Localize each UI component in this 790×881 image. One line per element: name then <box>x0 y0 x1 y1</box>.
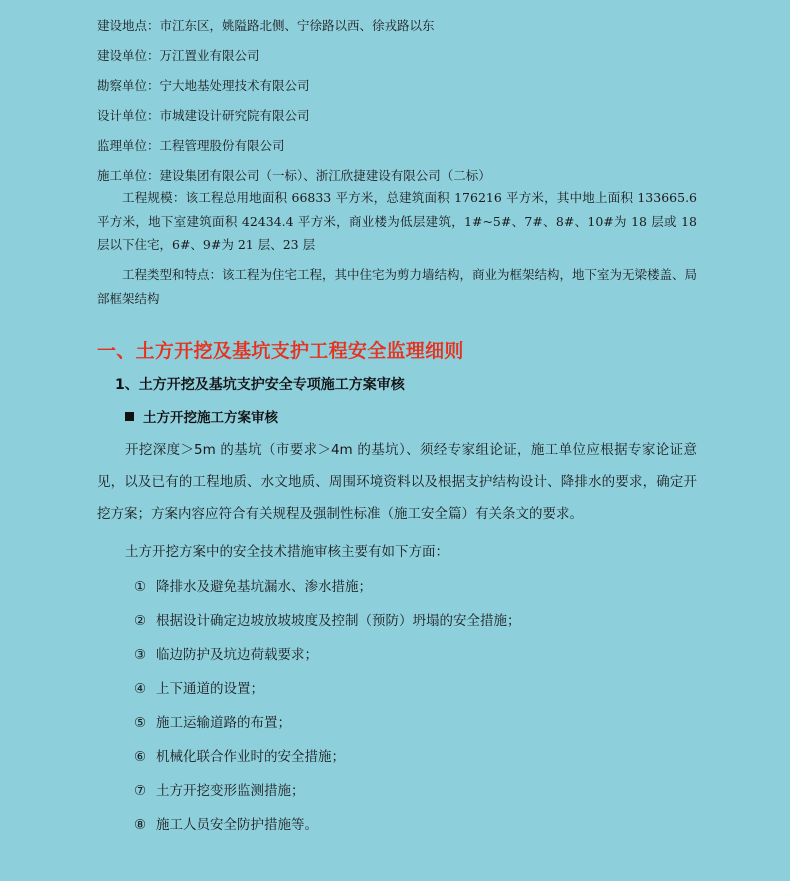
measure-item <box>134 779 305 799</box>
info-supervision: 监理单位：工程管理股份有限公司 <box>97 138 285 153</box>
subsection-heading-text: 土方开挖施工方案审核 <box>143 410 278 426</box>
measure-text: 降排水及避免基坑漏水、渗水措施； <box>156 579 372 595</box>
measure-text: 上下通道的设置； <box>156 681 264 697</box>
measure-text: 临边防护及坑边荷载要求； <box>156 647 318 663</box>
measure-number: ② <box>134 613 147 629</box>
info-design: 设计单位：市城建设计研究院有限公司 <box>97 108 310 123</box>
measure-text: 根据设计确定边坡放坡坡度及控制（预防）坍塌的安全措施； <box>156 613 521 629</box>
section-title: 一、土方开挖及基坑支护工程安全监理细则 <box>97 340 464 362</box>
measure-number: ⑥ <box>134 749 147 765</box>
measure-text: 机械化联合作业时的安全措施； <box>156 749 345 765</box>
measure-text: 土方开挖变形监测措施； <box>156 783 305 799</box>
square-bullet-icon <box>125 412 134 421</box>
section-subtitle: 1、土方开挖及基坑支护安全专项施工方案审核 <box>115 377 405 393</box>
measure-item <box>134 711 291 731</box>
measures-intro: 土方开挖方案中的安全技术措施审核主要有如下方面： <box>125 544 449 560</box>
info-builder: 建设单位：万江置业有限公司 <box>97 48 260 63</box>
measure-number: ⑦ <box>134 783 147 799</box>
measure-number: ⑧ <box>134 817 147 833</box>
measure-item <box>134 643 318 663</box>
measure-item <box>134 609 521 629</box>
measure-text: 施工运输道路的布置； <box>156 715 291 731</box>
subsection-heading <box>125 406 278 426</box>
measure-text: 施工人员安全防护措施等。 <box>156 817 318 833</box>
info-construction: 施工单位：建设集团有限公司（一标）、浙江欣捷建设有限公司（二标） <box>97 168 491 183</box>
measure-item <box>134 813 318 833</box>
measure-number: ③ <box>134 647 147 663</box>
measure-number: ① <box>134 579 147 595</box>
measure-item <box>134 575 372 595</box>
measure-number: ④ <box>134 681 147 697</box>
info-survey: 勘察单位：宁大地基处理技术有限公司 <box>97 78 310 93</box>
info-location: 建设地点：市江东区，姚隘路北侧、宁徐路以西、徐戎路以东 <box>97 18 435 33</box>
excavation-paragraph: 开挖深度＞5m 的基坑（市要求＞4m 的基坑）、须经专家组论证，施工单位应根据专家论证意见，以及已有的工程地质、水文地质、周围环境资料以及根据支护结构设计、降排水的要求，确定开挖方案；方案内容应符合有关规程及强制性标准（施工安全篇）有关条文的要求。 <box>97 442 697 522</box>
measure-item <box>134 745 345 765</box>
measure-number: ⑤ <box>134 715 147 731</box>
measure-item <box>134 677 264 697</box>
project-type-features: 工程类型和特点：该工程为住宅工程，其中住宅为剪力墙结构，商业为框架结构，地下室为无梁楼盖、局部框架结构 <box>97 267 698 306</box>
project-scale: 工程规模：该工程总用地面积 66833 平方米，总建筑面积 176216 平方米，其中地上面积 133665.6 平方米，地下室建筑面积 42434.4 平方米，商业楼为低层建筑，1#~5#、7#、8#、10#为 18 层或 18 层以下住宅，6#、9#为 21 层、23 层 <box>97 190 697 252</box>
